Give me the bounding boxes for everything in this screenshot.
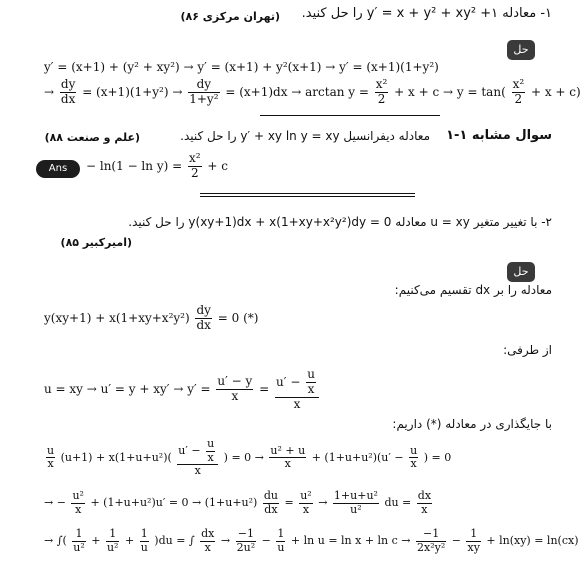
term: + (1+u+u²)(u′ −: [311, 450, 404, 464]
eq-lhs: y(xy+1) + x(1+xy+x²y²): [44, 310, 190, 325]
substitute-instruction: با جایگذاری در معادله (*) داریم:: [392, 417, 552, 431]
answer-tail: + c: [207, 158, 228, 173]
problem-2-statement: ۲- با تغییر متغیر u = xy معادله y(xy+1)dx + x(1+xy+x²y²)dy = 0 را حل کنید.: [128, 215, 552, 229]
term: +: [91, 534, 101, 548]
term: + (1+u+u²)u′ = 0 → (1+u+u²): [90, 496, 258, 510]
problem-2-source: (امیرکبیر ۸۵): [60, 236, 132, 249]
equation-star: [44, 304, 258, 333]
fraction-x2-2: $\frac{\text{x²}}{2}$: [188, 151, 201, 180]
fraction: $\frac{1}{\text{u²}}$: [106, 527, 119, 554]
solution-1-line-1: y′ = (x+1) + (y² + xy²) → y′ = (x+1) + y²(x+1) → y′ = (x+1)(1+y²): [44, 60, 439, 74]
fraction: $\frac{1}{xy}$: [467, 527, 480, 554]
double-rule-top: [200, 193, 415, 194]
fraction-dy-dx: $\frac{dy}{dx}$: [196, 303, 211, 332]
fraction: $\frac{1}{u}$: [277, 527, 285, 554]
fraction-dy-1py2: $\frac{dy}{\text{1+y²}}$: [189, 77, 219, 106]
solution-badge: حل: [507, 40, 535, 60]
fraction: $\frac{dx}{x}$: [417, 489, 432, 516]
substitution-line: [44, 368, 321, 411]
term: −: [261, 534, 271, 548]
term: (u+1) + x(1+u+u²)(: [60, 450, 172, 464]
term: ) = 0: [423, 450, 452, 464]
fraction: $\frac{-1}{\text{2u²}}$: [236, 527, 256, 554]
separator-rule: [260, 115, 440, 116]
eq-part: = (x+1)(1+y²) →: [82, 84, 183, 99]
fraction: $\frac{\text{u²}}{x}$: [300, 489, 312, 516]
derivation-row-1: [44, 438, 451, 478]
fraction-u-x: $\frac{u}{x}$: [47, 443, 55, 471]
similar-question-statement: معادله دیفرانسیل y′ + xy ln y = xy را حل کنید.: [180, 129, 430, 143]
answer-badge: Ans: [36, 160, 80, 178]
arrow: →: [44, 84, 55, 99]
equals: =: [259, 382, 270, 397]
fraction: $\frac{\text{u² + u}}{x}$: [270, 443, 306, 471]
fraction: $\frac{du}{dx}$: [263, 489, 278, 516]
term: + ln(xy) = ln(cx): [486, 534, 579, 548]
fraction: $\frac{1}{u}$: [140, 527, 148, 554]
term: + ln u = ln x + ln c →: [290, 534, 411, 548]
divide-instruction: معادله را بر dx تقسیم می‌کنیم:: [394, 283, 552, 297]
sub-lhs: u = xy → u′ = y + xy′ → y′ =: [44, 382, 211, 397]
problem-1-source: (تهران مرکزی ۸۶): [180, 10, 280, 23]
eq-part: + x + c): [530, 84, 581, 99]
similar-question-title: سوال مشابه ۱-۱: [446, 128, 552, 143]
fraction-x2-2: $\frac{\text{x²}}{2}$: [375, 77, 388, 106]
term: −: [451, 534, 461, 548]
fraction: $\frac{-1}{\text{2x²y²}}$: [417, 527, 446, 554]
other-side-label: از طرفی:: [503, 343, 552, 357]
fraction-uprime-minus-y-over-x: $\frac{u' - y}{x}$: [217, 374, 253, 404]
solution-1-line-2: [44, 78, 581, 107]
problem-1-statement: ۱- معادله ۱+ y′ = x + y² + xy² را حل کنید.: [301, 6, 552, 21]
eq-part: = (x+1)dx → arctan y =: [225, 84, 369, 99]
similar-question-source: (علم و صنعت ۸۸): [44, 131, 140, 144]
fraction: $\frac{u}{x}$: [410, 443, 418, 471]
term: )du = ∫: [154, 534, 195, 548]
term: du =: [384, 496, 412, 510]
term: +: [124, 534, 135, 548]
solution-badge: حل: [507, 262, 535, 282]
answer-lhs: − ln(1 − ln y) =: [86, 158, 183, 173]
fraction: $\frac{dx}{x}$: [201, 527, 215, 554]
fraction-nested: u′ − $\frac{u}{x}$ x: [275, 368, 319, 411]
term: →: [318, 496, 328, 510]
fraction: $\frac{1}{\text{u²}}$: [73, 527, 85, 554]
term: → ∫(: [44, 534, 67, 548]
double-rule-bottom: [200, 196, 415, 197]
eq-part: + x + c → y = tan(: [394, 84, 506, 99]
similar-answer: [86, 152, 228, 181]
fraction: $\frac{\text{1+u+u²}}{\text{u²}}$: [333, 489, 378, 516]
term: =: [284, 496, 294, 510]
term: →: [220, 534, 231, 548]
fraction-x2-2: $\frac{\text{x²}}{2}$: [512, 77, 525, 106]
derivation-row-2: [44, 490, 434, 516]
fraction-nested: u′ − $\frac{u}{x}$ x: [177, 438, 218, 478]
term: ) = 0 →: [223, 450, 264, 464]
fraction-dy-dx: $\frac{dy}{dx}$: [60, 77, 76, 106]
term: → −: [44, 496, 66, 510]
derivation-row-3: [44, 528, 578, 554]
fraction: $\frac{\text{u²}}{x}$: [72, 489, 84, 516]
eq-rhs: = 0 (*): [217, 310, 259, 325]
